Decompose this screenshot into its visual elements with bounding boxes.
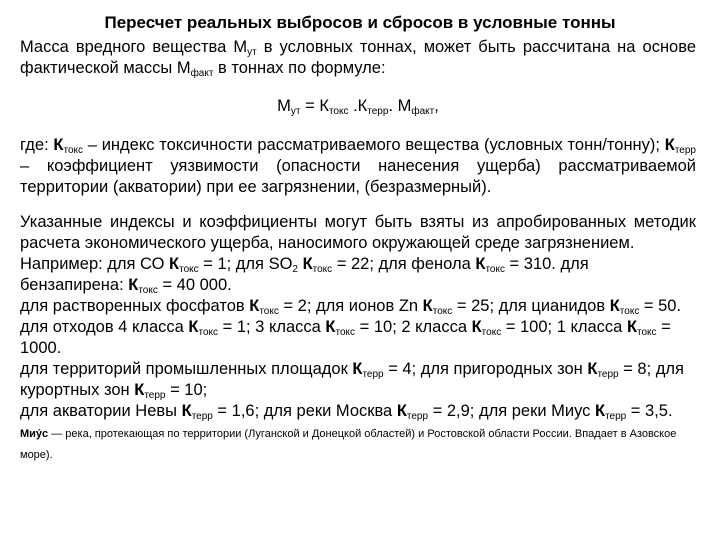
slide-title: Пересчет реальных выбросов и сбросов в условные тонны [104, 13, 616, 32]
example-line-1: Например: для СО $К_{токс} = 1$; для $SO_2$ $К_{токс} = 22$; для фенола $К_{токс} = 310$. для бензапирена: $К_{токс} = 40$ 000. [20, 255, 589, 296]
intro-paragraph: Масса вредного вещества $М_{ут}$ в условных тоннах, может быть рассчитана на основе фактической массы $М_{факт}$ в тоннах по формуле: [20, 38, 696, 79]
definitions-paragraph: где: $К_{токс}$ – индекс токсичности рассматриваемого вещества (условных тонн/тонну); $К_{терр}$ – коэффициент уязвимости (опасности нанесения ущерба) рассматриваемой территории (акватории) при ее загрязнении, (безразмерный). [20, 136, 696, 196]
example-line-5: для акватории Невы $К_{терр} = 1,6$; для реки Москва $К_{терр} = 2,9$; для реки Миус $К_{терр} = 3,5$. Миу́с — река, протекающая по территории (Луганской и Донецкой областей) и Ростовской области России. Впадает в Азовское море). [20, 402, 677, 461]
formula: $М_{ут} = К_{токс}$ $.К_{терр}$. $М_{факт}$, [277, 97, 439, 117]
footnote-text: — река, протекающая по территории (Луганской и Донецкой областей) и Ростовской области России. Впадает в Азовское море). [20, 428, 677, 461]
example-line-4: для территорий промышленных площадок $К_{терр} = 4$; для пригородных зон $К_{терр} = 8$; для курортных зон $К_{терр} = 10$; [20, 360, 684, 401]
footnote-term: Миу́с [20, 428, 49, 440]
example-line-2: для растворенных фосфатов $К_{токс} = 2$; для ионов Zn $К_{токс} = 25$; для цианидов $К_{токс} = 50$. [20, 297, 682, 317]
slide-body [20, 37, 696, 464]
example-line-3: для отходов 4 класса $К_{токс} = 1$; 3 класса $К_{токс} = 10$; 2 класса $К_{токс} = 100$; 1 класса $К_{токс} = 1000$. [20, 318, 671, 357]
note-paragraph: Указанные индексы и коэффициенты могут быть взяты из апробированных методик расчета экономического ущерба, наносимого окружающей среде загрязнением. [20, 213, 696, 252]
